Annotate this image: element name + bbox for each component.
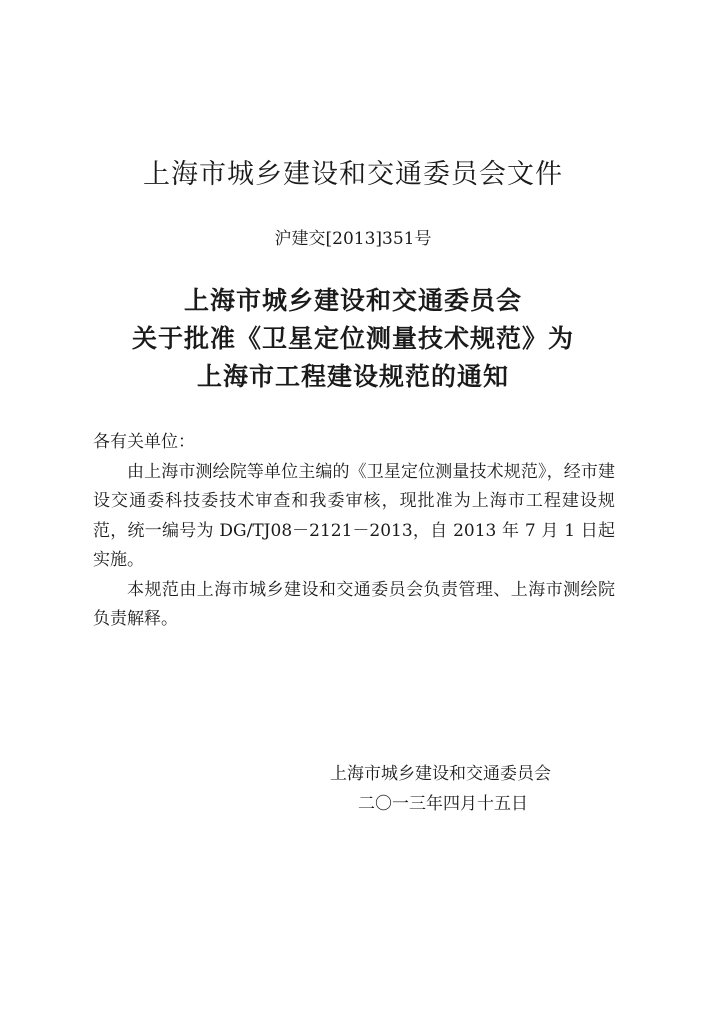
salutation: 各有关单位： <box>93 432 195 452</box>
signature-date: 二〇一三年四月十五日 <box>358 793 528 814</box>
body-paragraph-1: 由上海市测绘院等单位主编的《卫星定位测量技术规范》，经市建设交通委科技委技术审查和我委审核，现批准为上海市工程建设规范，统一编号为 DG/TJ08－2121－2013，自 2013 年 7 月 1 日起实施。 <box>93 461 615 570</box>
issuer-heading: 上海市城乡建设和交通委员会文件 <box>143 159 563 190</box>
body-paragraph-2: 本规范由上海市城乡建设和交通委员会负责管理、上海市测绘院负责解释。 <box>93 579 615 629</box>
title-line-3: 上海市工程建设规范的通知 <box>196 362 509 391</box>
notice-body <box>93 428 615 635</box>
signature-organization: 上海市城乡建设和交通委员会 <box>330 764 551 784</box>
title-line-1: 上海市城乡建设和交通委员会 <box>183 286 522 315</box>
title-line-2: 关于批准《卫星定位测量技术规范》为 <box>131 324 574 353</box>
signature-block <box>330 760 590 819</box>
notice-title <box>0 282 706 396</box>
document-number: 沪建交[2013]351号 <box>274 229 432 249</box>
